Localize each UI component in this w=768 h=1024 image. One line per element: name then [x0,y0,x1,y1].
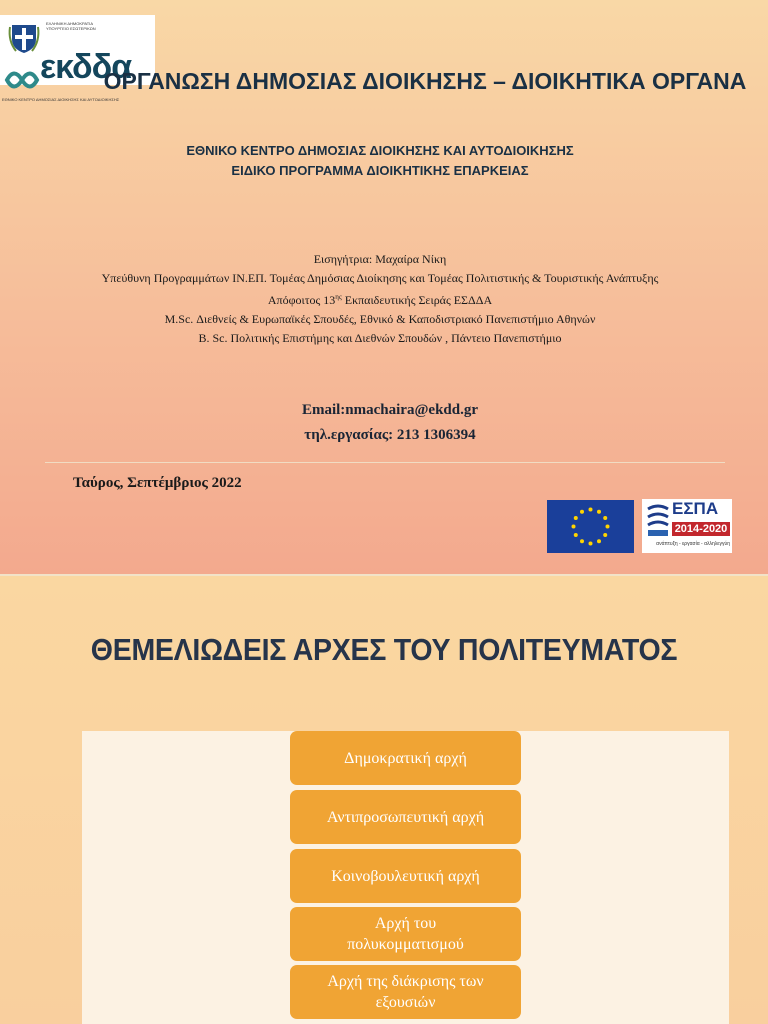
eu-star [580,510,584,514]
eu-star [603,516,607,520]
contact-email[interactable]: Email:nmachaira@ekdd.gr [301,402,479,418]
speaker-role: Υπεύθυνη Προγραμμάτων ΙΝ.ΕΠ. Τομέας Δημόσιας Διοίκησης και Τομέας Πολιτιστικής & Τουριστικής Ανάπτυξης [101,271,659,285]
eu-star [606,525,610,529]
principle-multiparty: Αρχή του πολυκομματισμού [290,907,521,961]
principle-representative: Αντιπροσωπευτική αρχή [290,790,521,844]
presentation-title: ΟΡΓΑΝΩΣΗ ΔΗΜΟΣΙΑΣ ΔΙΟΙΚΗΣΗΣ – ΔΙΟΙΚΗΤΙΚΑ ΟΡΓΑΝΑ [103,68,747,94]
speaker-bsc: B. Sc. Πολιτικής Επιστήμης και Διεθνών Σπουδών , Πάντειο Πανεπιστήμιο [198,331,562,345]
speaker-graduate: Απόφοιτος $13^{\eta\varsigma}$ Εκπαιδευτικής Σειράς ΕΣΔΔΑ [267,293,493,307]
subtitle-line-1: ΕΘΝΙΚΟ ΚΕΝΤΡΟ ΔΗΜΟΣΙΑΣ ΔΙΟΙΚΗΣΗΣ ΚΑΙ ΑΥΤΟΔΙΟΙΚΗΣΗΣ [186,143,574,158]
logo-government-text: ΕΛΛΗΝΙΚΗ ΔΗΜΟΚΡΑΤΙΑ ΥΠΟΥΡΓΕΙΟ ΕΣΩΤΕΡΙΚΩΝ [46,21,96,31]
eu-star [574,533,578,537]
eu-star [603,533,607,537]
espa-years: 2014-2020 [672,522,730,536]
ekdda-wordmark: εκδδα [40,48,132,86]
speaker-name: Εισηγήτρια: Μαχαίρα Νίκη [313,252,447,266]
eu-star [580,539,584,543]
subtitle-line-2: ΕΙΔΙΚΟ ΠΡΟΓΡΑΜΜΑ ΔΙΟΙΚΗΤΙΚΗΣ ΕΠΑΡΚΕΙΑΣ [231,163,529,178]
presentation-subtitle [60,141,700,181]
eu-star [597,510,601,514]
espa-waves-icon [646,503,670,537]
speaker-msc: M.Sc. Διεθνείς & Ευρωπαϊκές Σπουδές, Εθνικό & Καποδιστριακό Πανεπιστήμιο Αθηνών [164,312,596,326]
eu-star [589,508,593,512]
speaker-info [80,250,680,348]
ekdda-knot-icon [2,65,42,95]
footer-rule [45,462,725,463]
logo-subtext: ΕΘΝΙΚΟ ΚΕΝΤΡΟ ΔΗΜΟΣΙΑΣ ΔΙΟΙΚΗΣΗΣ ΚΑΙ ΑΥΤΟΔΙΟΙΚΗΣΗΣ [2,97,120,102]
contact-phone: τηλ.εργασίας: 213 1306394 [304,427,476,443]
eu-star [589,542,593,546]
eu-flag-icon [547,500,634,553]
place-date: Ταύρος, Σεπτέμβριος 2022 [73,475,242,491]
espa-logo [642,499,732,553]
eu-star [572,525,576,529]
principle-separation-of-powers: Αρχή της διάκρισης των εξουσιών [290,965,521,1019]
greek-crest-icon [8,19,40,55]
principles-title: ΘΕΜΕΛΙΩΔΕΙΣ ΑΡΧΕΣ ΤΟΥ ΠΟΛΙΤΕΥΜΑΤΟΣ [90,632,678,667]
espa-title: ΕΣΠΑ [672,499,719,518]
contact-info [200,398,580,448]
principle-democratic: Δημοκρατική αρχή [290,731,521,785]
principle-parliamentary: Κοινοβουλευτική αρχή [290,849,521,903]
eu-star [574,516,578,520]
espa-tagline: ανάπτυξη - εργασία - αλληλεγγύη [656,541,730,547]
eu-star [597,539,601,543]
